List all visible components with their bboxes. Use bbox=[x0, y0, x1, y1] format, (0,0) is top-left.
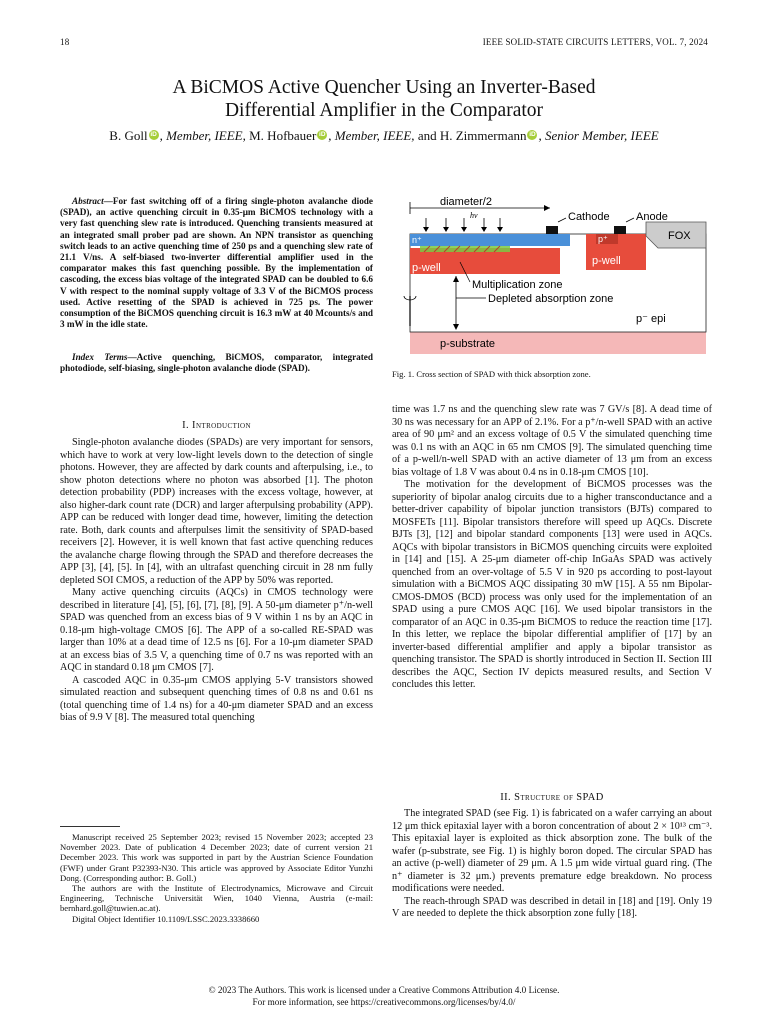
paragraph: The reach-through SPAD was described in detail in [18] and [19]. Only 19 V are needed to deplete the thick absorption zone fully [18]. bbox=[392, 895, 712, 919]
label-hnu: hν bbox=[470, 211, 478, 220]
label-pplus: p⁺ bbox=[598, 234, 608, 244]
label-depleted: Depleted absorption zone bbox=[488, 293, 614, 305]
paper-title bbox=[60, 76, 708, 122]
label-pwell-left: p-well bbox=[412, 262, 441, 274]
anode-contact bbox=[614, 226, 626, 234]
footnote-rule bbox=[60, 826, 120, 827]
paragraph: Many active quenching circuits (AQCs) in CMOS technology were described in literature [4], [5], [6], [7], [8], [9]. A 50-μm diameter p⁺/n-well SPAD was quenched from an excess bias of 9 V within 1 ns by an AQC in 0.18-μm high-voltage CMOS [6]. The APP of a so-called RE-SPAD was larger than 10% at a dead time of 12.5 ns [6]. For a 10-μm diameter SPAD at an excess bias of 3.5 V, a quenching time of 0.7 ns was reported with an AQC in standard 0.18 μm CMOS [7]. bbox=[60, 587, 373, 673]
footnote-manuscript: Manuscript received 25 September 2023; revised 15 November 2023; accepted 23 November 2023. Date of publication 4 December 2023; date of current version 21 December 2023. This work was supported in part by the Austrian Science Foundation (FWF) under Grant P32393-N30. This article was approved by Associate Editor Yunzhi Dong. (Corresponding author: B. Goll.) bbox=[60, 832, 373, 883]
figure-caption: Fig. 1. Cross section of SPAD with thick absorption zone. bbox=[392, 369, 591, 379]
author-list bbox=[40, 128, 728, 144]
paragraph: The motivation for the development of BiCMOS processes was the superiority of bipolar analog circuits due to a higher transconductance and a better-driver capability of bipolar junction transistors (BJTs) compared to MOSFETs [11]. Bipolar transistors therefore will speed up AQCs. Discrete BJTs [3], [12] and bipolar standard components [13] were used in AQCs. AQCs with bipolar transistors in BiCMOS quenching circuits were exploited in [14] and [15]. A 25-μm diameter off-chip InGaAs SPAD was actively quenched from an over-voltage of 5.5 V in 920 ps according to post-layout simulation with a BiCMOS AQC dissipating 30 mW [15]. A 55 nm Bipolar-CMOS-DMOS (BCD) process was only used for the implementation of an SPAD using a pure CMOS AQC [16]. We used bipolar transistors in the comparator of an AQC in 0.35-μm BiCMOS to reduce the reaction time [17]. In this letter, we replace the bipolar differential amplifier of [17] by an inverter-based differential amplifier and apply a bipolar transistor as quenching transistor. The SPAD is shortly introduced in Section II. Section III describes the AQC, Section IV depicts measured results, and Section V concludes this letter. bbox=[392, 479, 712, 690]
label-mult-zone: Multiplication zone bbox=[472, 279, 563, 291]
title-line-2: Differential Amplifier in the Comparator bbox=[224, 100, 544, 121]
cathode-contact bbox=[546, 226, 558, 234]
section-2-body bbox=[392, 808, 712, 921]
footnote bbox=[60, 832, 373, 924]
label-nplus: n⁺ bbox=[412, 235, 422, 245]
label-pwell-right: p-well bbox=[592, 255, 621, 267]
paragraph: time was 1.7 ns and the quenching slew rate was 7 GV/s [8]. A dead time of 30 ns was necessary for an APP of 2.1%. For a p⁺/n-well SPAD with an active area of 90 μm² and an excess voltage of 0.5 V the simulated quenching time was 0.1 ns with an AQC in 65 nm CMOS [9]. The simulated quenching time of a p-well/n-well SPAD with an active diameter of 13 μm from an excess bias voltage of 1.8 V was about 0.4 ns in 0.18-μm CMOS [10]. bbox=[392, 404, 712, 478]
index-terms-lead: Index Terms bbox=[72, 352, 128, 362]
page-number: 18 bbox=[60, 37, 70, 47]
author-role: , Senior Member, IEEE bbox=[538, 128, 659, 143]
label-diameter: diameter/2 bbox=[440, 196, 492, 208]
abstract-lead: Abstract bbox=[72, 196, 104, 206]
section-2-title: Structure of SPAD bbox=[514, 792, 604, 803]
section-1-number: I. bbox=[182, 420, 193, 431]
author-zimmermann: and H. Zimmermann bbox=[417, 128, 527, 143]
nplus-region bbox=[410, 234, 570, 246]
paragraph: The integrated SPAD (see Fig. 1) is fabricated on a wafer carrying an about 12 μm thick epitaxial layer with a boron concentration of about 2 × 10¹³ cm⁻³. This epitaxial layer is exploited as thick absorption zone. The bulk of the wafer (p-substrate, see Fig. 1) is highly boron doped. The circular SPAD has an active (p-well) diameter of 29 μm. A 1.5 μm wide virtual guard ring. (The n⁺ diameter is 32 μm.) prevents premature edge breakdown. No process modifications were needed. bbox=[392, 808, 712, 894]
author-goll: B. Goll bbox=[109, 128, 148, 143]
license-line-1: © 2023 The Authors. This work is licensed under a Creative Commons Attribution 4.0 License. bbox=[208, 985, 560, 995]
label-fox: FOX bbox=[668, 230, 691, 242]
footnote-affiliation: The authors are with the Institute of Electrodynamics, Microwave and Circuit Engineering, Technische Universität Wien, 1040 Vienna, Austria (e-mail: bernhard.goll@tuwien.ac.at). bbox=[60, 883, 373, 914]
figure-spad-cross-section bbox=[400, 196, 712, 360]
journal-header: IEEE SOLID-STATE CIRCUITS LETTERS, VOL. 7, 2024 bbox=[482, 37, 708, 47]
section-2-heading bbox=[392, 792, 712, 803]
paragraph: A cascoded AQC in 0.35-μm CMOS applying 5-V transistors showed simulated reaction and subsequent quenching times of 0.8 ns and 0.61 ns (total quenching time of 1.4 ns) for a 40-μm diameter SPAD and an excess bias of 9.9 V [8]. The measured total quenching bbox=[60, 674, 373, 723]
paragraph: Single-photon avalanche diodes (SPADs) are very important for sensors, which have to work at very low-light levels down to the detection of single photons. However, they are affected by dark counts and afterpulsing, i.e., to show photon detections where no photon was absorbed [1]. The photon detection probability (PDP) increases with the excess voltage, however, at also higher-dark count rate (DCR) and larger afterpulsing probability (APP). APP can be reduced with longer dead time, however, limiting the detection rate. Both, dark counts and afterpulses limit the sensitivity of SPAD-based receivers [2]. However, it is well known that fast active quenching reduces the avalanche charge flowing through the SPAD and therefore decreases the APP [3], [4], [5]. In [4], with an ultrafast quenching circuit in 28 nm fully depleted SOI CMOS, a reduction of the APP by 50% was reported. bbox=[60, 437, 373, 586]
abstract bbox=[60, 196, 373, 330]
orcid-icon[interactable]: iD bbox=[529, 131, 536, 138]
index-terms-text: —Active quenching, BiCMOS, comparator, integrated photodiode, self-biasing, single-photon avalanche diode (SPAD). bbox=[60, 352, 373, 374]
footnote-doi: Digital Object Identifier 10.1109/LSSC.2023.3338660 bbox=[72, 913, 260, 924]
label-cathode: Cathode bbox=[568, 211, 610, 223]
title-line-1: A BiCMOS Active Quencher Using an Inverter-Based bbox=[172, 77, 596, 98]
author-role: , Member, IEEE, bbox=[159, 128, 250, 143]
orcid-icon[interactable]: iD bbox=[150, 131, 157, 138]
label-pepi: p⁻ epi bbox=[636, 313, 666, 325]
abstract-text: —For fast switching off of a firing single-photon avalanche diode (SPAD), an active quenching circuit in 0.35-μm BiCMOS technology with a very fast quenching slew rate is introduced. Quenching transients measured at an integrated small prober pad are shown. An NPN transistor as quenching switch leads to an active quenching time of 250 ps and a quenching slew rate of 21.1 V/ns. A self-biased two-inverter differential amplifier used in the comparator makes this fast quenching possible. By the implementation of cascoding, the excess bias voltage of the integrated SPAD can be doubled to 6.6 V with respect to the nominal supply voltage of 3.3 V of the BiCMOS process used. Active resetting of the SPAD is achieved in 725 ps. The power consumption of the BiCMOS quenching circuit is 16.3 mW at 40 Mcounts/s and 3 mW in the idle state. bbox=[60, 196, 373, 330]
column-2-body bbox=[392, 404, 712, 692]
section-1-heading bbox=[60, 420, 373, 431]
author-role: , Member, IEEE, bbox=[328, 128, 418, 143]
section-1-title: Introduction bbox=[192, 420, 251, 431]
license-footer bbox=[40, 985, 728, 1008]
author-hofbauer: M. Hofbauer bbox=[249, 128, 317, 143]
spad-diagram bbox=[400, 196, 712, 360]
index-terms bbox=[60, 352, 373, 374]
license-link[interactable]: For more information, see https://creativecommons.org/licenses/by/4.0/ bbox=[252, 996, 516, 1007]
section-1-body bbox=[60, 437, 373, 725]
label-anode: Anode bbox=[636, 211, 668, 223]
label-psub: p-substrate bbox=[440, 338, 496, 350]
orcid-icon[interactable]: iD bbox=[319, 131, 326, 138]
section-2-number: II. bbox=[500, 792, 515, 803]
